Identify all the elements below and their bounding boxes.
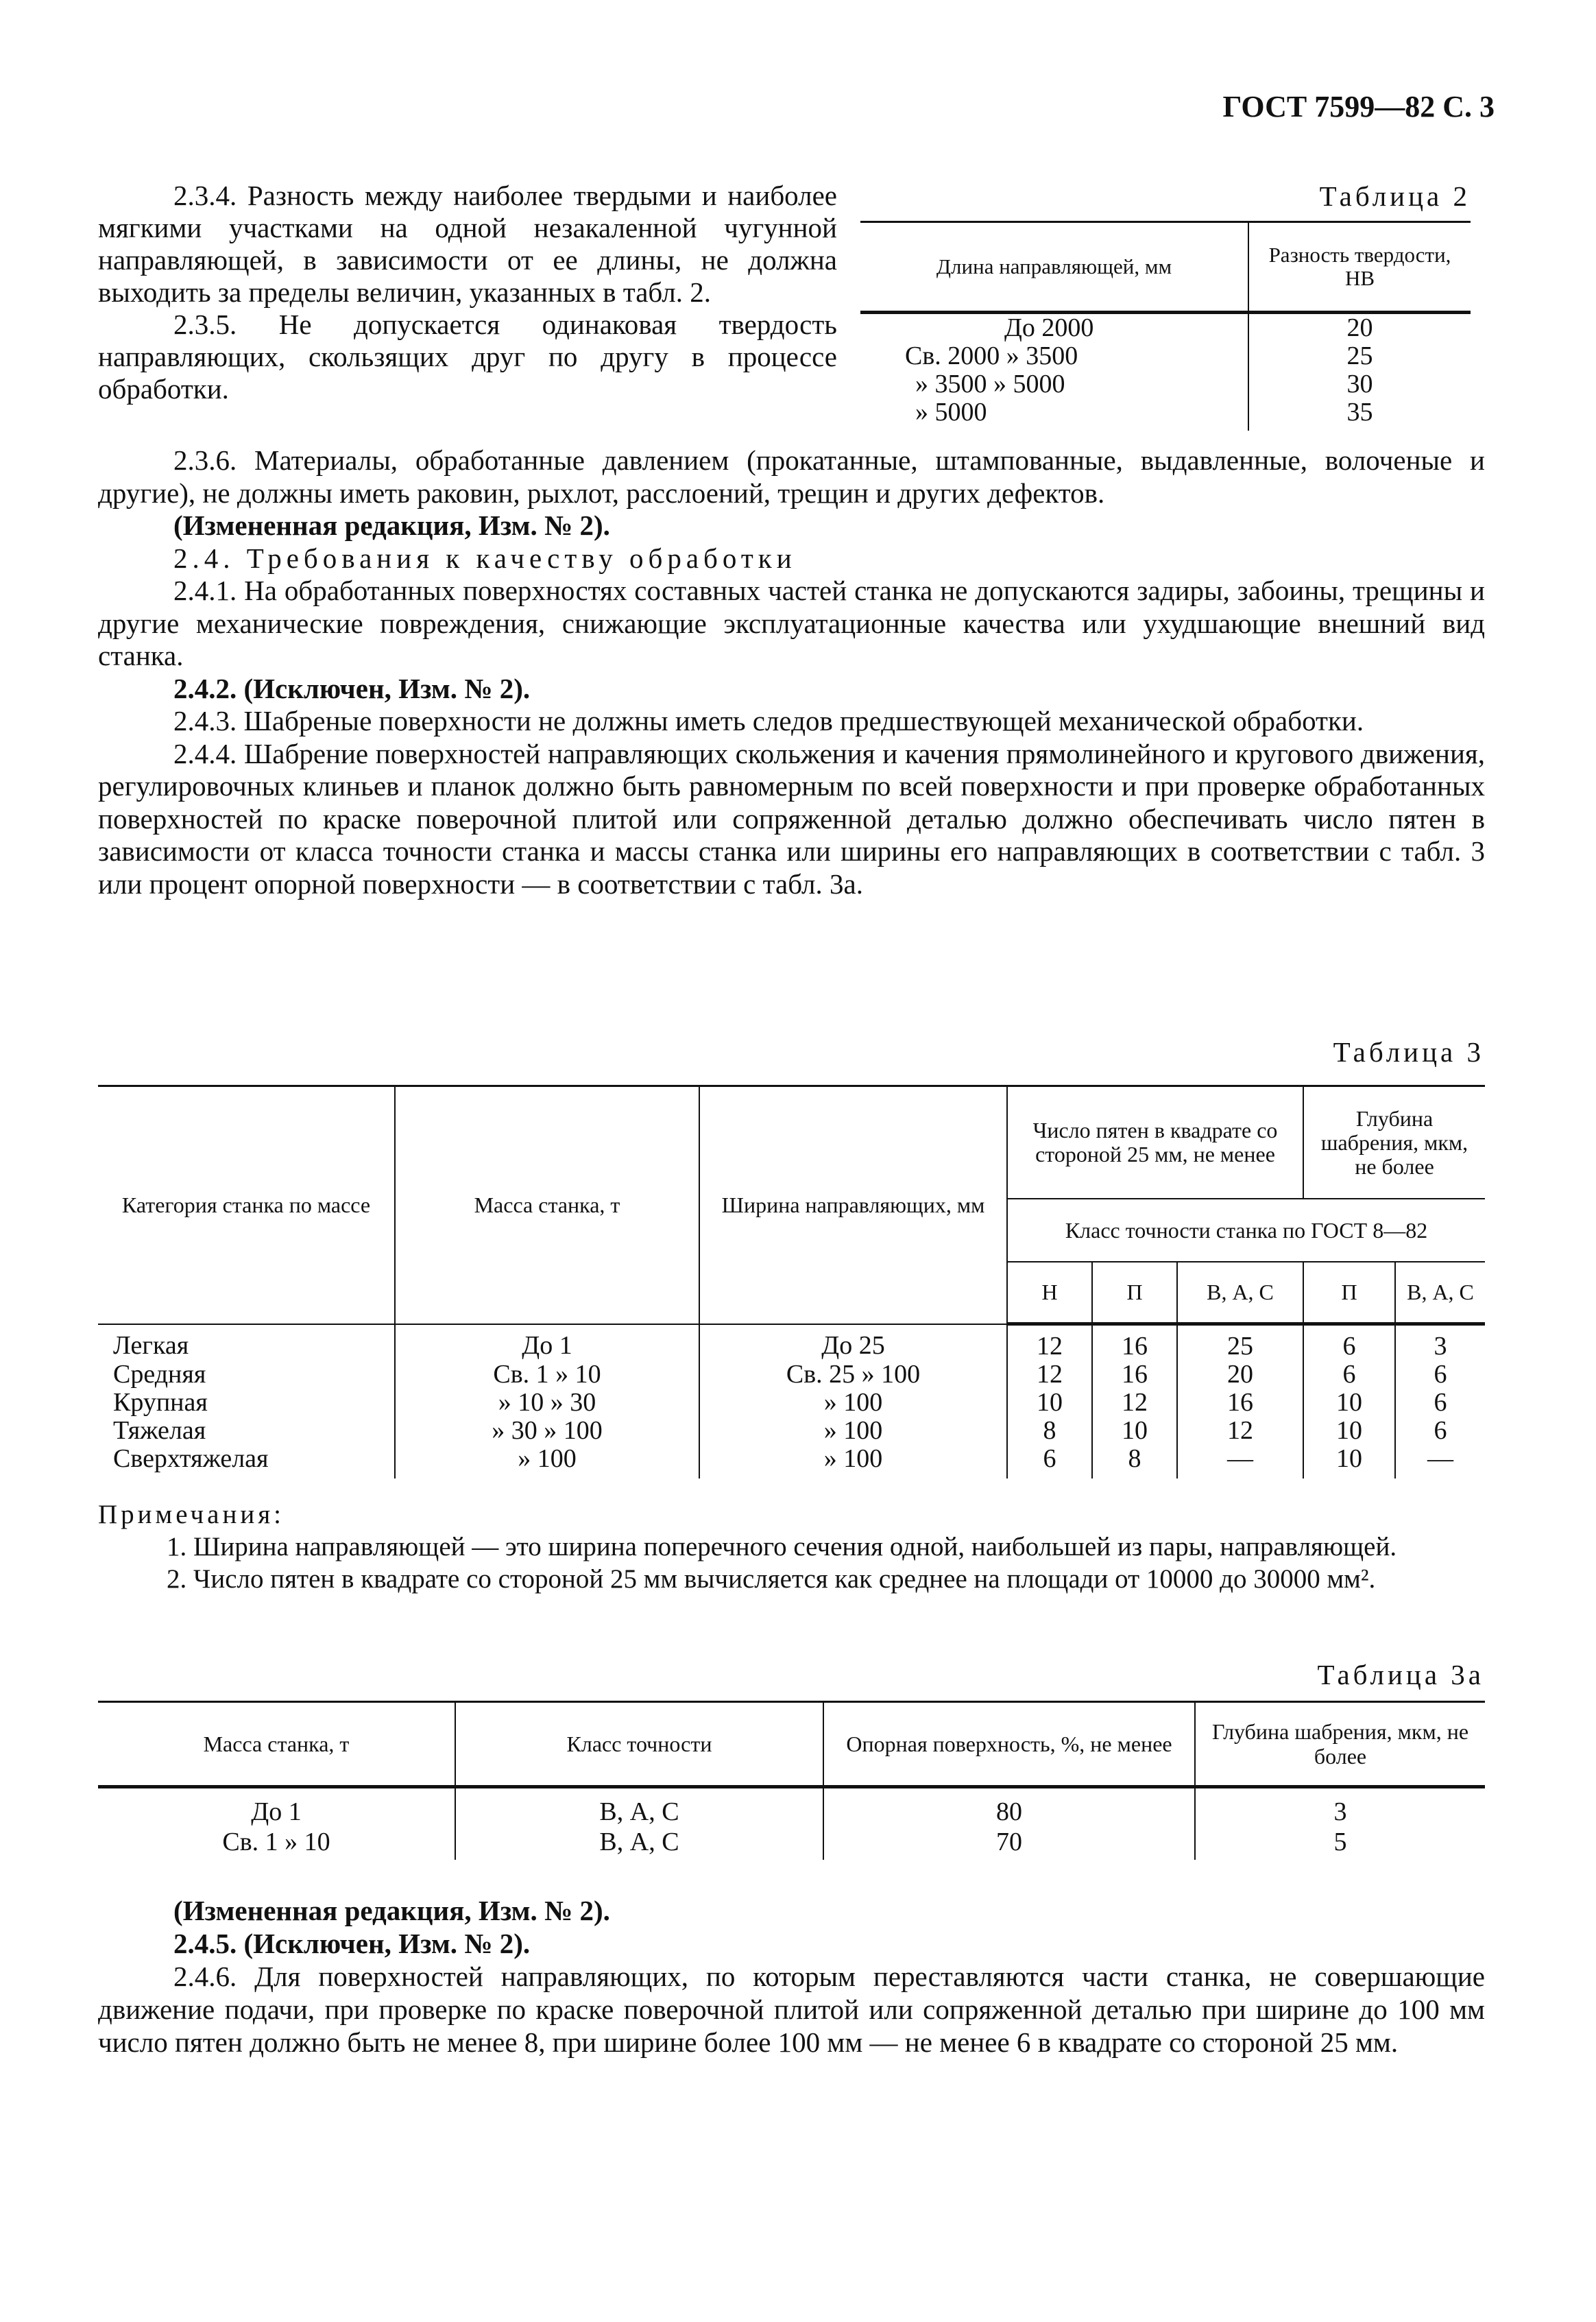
table-3-title: Таблица 3 <box>1333 1036 1484 1068</box>
amendment-note: (Измененная редакция, Изм. № 2). <box>173 510 610 541</box>
paragraph-2-4-2: 2.4.2. (Исключен, Изм. № 2). <box>173 672 531 704</box>
page-header: ГОСТ 7599—82 С. 3 <box>1222 90 1495 123</box>
amendment-note: (Измененная редакция, Изм. № 2). <box>173 1895 610 1926</box>
main-body <box>98 444 1485 900</box>
paragraph-2-3-6: 2.3.6. Материалы, обработанные давлением (прокатанные, штампованные, выдавленные, волоченые и другие), не должны иметь раковин, рыхлот, расслоений, трещин и других дефектов. <box>98 444 1485 509</box>
table-2-title: Таблица 2 <box>1319 180 1471 212</box>
section-2-3-4-5 <box>98 180 837 405</box>
table-row: Св. 2000 » 3500 25 <box>860 342 1471 370</box>
paragraph-2-3-5: 2.3.5. Не допускается одинаковая твердость направляющих, скользящих друг по другу в процессе обработки. <box>98 309 837 405</box>
notes-title: Примечания: <box>98 1500 285 1529</box>
table-2-header-length: Длина направляющей, мм <box>860 222 1248 313</box>
table-3a-header-class: Класс точности <box>455 1702 823 1787</box>
table-row: Сверхтяжелая » 100 » 100 6 8 — 10 — <box>98 1445 1485 1479</box>
paragraph-2-3-4: 2.3.4. Разность между наиболее твердыми и наиболее мягкими участками на одной незакаленной чугунной направляющей, в зависимости от ее длины, не должна выходить за пределы величин, указанных в табл. 2. <box>98 180 837 308</box>
table-row: До 1 В, А, С 80 3 <box>98 1787 1485 1828</box>
table-3-header-class: Класс точности станка по ГОСТ 8—82 <box>1007 1199 1485 1262</box>
table-3a <box>98 1701 1485 1860</box>
table-row: Тяжелая » 30 » 100 » 100 8 10 12 10 6 <box>98 1417 1485 1445</box>
table-3-header-mass: Масса станка, т <box>395 1086 699 1324</box>
table-row: » 3500 » 5000 30 <box>860 370 1471 398</box>
table-3-header-category: Категория станка по массе <box>98 1086 395 1324</box>
paragraph-2-4-5: 2.4.5. (Исключен, Изм. № 2). <box>173 1928 531 1959</box>
note-1: 1. Ширина направляющей — это ширина поперечного сечения одной, наибольшей из пары, направляющей. <box>167 1532 1397 1561</box>
paragraph-2-4-1: 2.4.1. На обработанных поверхностях составных частей станка не допускаются задиры, забоины, трещины и другие механические повреждения, снижающие эксплуатационные качества или ухудшающие внешний вид станка. <box>98 575 1485 671</box>
table-3a-title: Таблица 3а <box>1317 1659 1484 1690</box>
table-row: Крупная » 10 » 30 » 100 10 12 16 10 6 <box>98 1389 1485 1417</box>
table-3-header-spots: Число пятен в квадрате со стороной 25 мм, не менее <box>1007 1086 1303 1199</box>
table-3a-header-depth: Глубина шабрения, мкм, не более <box>1195 1702 1485 1787</box>
table-2 <box>860 221 1471 431</box>
table-3-notes <box>98 1498 1485 1595</box>
note-2: 2. Число пятен в квадрате со стороной 25 мм вычисляется как среднее на площади от 10000 до 30000 мм². <box>167 1564 1376 1594</box>
bottom-body <box>98 1894 1485 2059</box>
table-3-header-depth: Глубина шабрения, мкм, не более <box>1303 1086 1485 1199</box>
section-heading-2-4: 2.4. Требования к качеству обработки <box>173 542 797 574</box>
table-3a-header-support: Опорная поверхность, %, не менее <box>823 1702 1195 1787</box>
table-row: До 2000 20 <box>860 313 1471 343</box>
table-3: Категория станка по массе Масса станка, т Ширина направляющих, мм Число пятен в квадрате со стороной 25 мм, не менее Глубина шабрения, мкм, не более Класс точности станка по ГОСТ 8—82 Н П В, А, С П В, А, С Легкая До 1 До 25 12 16 25 6 3 Средняя Св. 1 » 10 Св. 25 » 100 12 16 20 6 6 Крупная » 10 » 30 » 100 10 12 16 10 6 Тяжелая » 30 » 100 » 100 8 10 12 10 6 Сверхтяжелая » 100 » 100 6 8 — 10 — <box>98 1085 1485 1479</box>
table-2-header-hardness: Разность твердости, НВ <box>1248 222 1471 313</box>
table-row: » 5000 35 <box>860 398 1471 431</box>
table-row: Легкая До 1 До 25 12 16 25 6 3 <box>98 1324 1485 1361</box>
paragraph-2-4-4: 2.4.4. Шабрение поверхностей направляющих скольжения и качения прямолинейного и кругового движения, регулировочных клиньев и планок должно быть равномерным по всей поверхности и при проверке обработанных поверхностей по краске поверочной плитой или сопряженной деталью должно обеспечивать число пятен в зависимости от класса точности станка и массы станка или ширины его направляющих в соответствии с табл. 3 или процент опорной поверхности — в соответствии с табл. 3а. <box>98 737 1485 900</box>
paragraph-2-4-6: 2.4.6. Для поверхностей направляющих, по которым переставляются части станка, не совершающие движение подачи, при проверке по краске поверочной плитой или сопряженной деталью при ширине до 100 мм число пятен должно быть не менее 8, при ширине более 100 мм — не менее 6 в квадрате со стороной 25 мм. <box>98 1961 1485 2058</box>
table-3-header-width: Ширина направляющих, мм <box>699 1086 1007 1324</box>
table-row: Св. 1 » 10 В, А, С 70 5 <box>98 1827 1485 1860</box>
table-3a-header-mass: Масса станка, т <box>98 1702 455 1787</box>
table-row: Средняя Св. 1 » 10 Св. 25 » 100 12 16 20 6 6 <box>98 1361 1485 1389</box>
paragraph-2-4-3: 2.4.3. Шабреные поверхности не должны иметь следов предшествующей механической обработки. <box>173 705 1364 737</box>
